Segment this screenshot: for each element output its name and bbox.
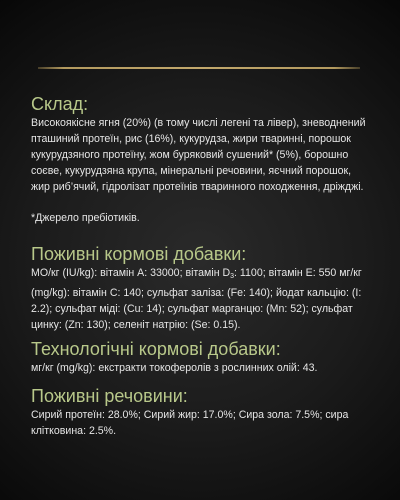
nutrients-heading: Поживні речовини: xyxy=(31,386,188,406)
vitamin-text-start: МО/кг (IU/kg): вітамін A: 33000; вітамін D xyxy=(31,267,231,279)
nutrients-text: Сирий протеїн: 28.0%; Сирий жир: 17.0%; Сира зола: 7.5%; сира клітковина: 2.5%. xyxy=(31,409,349,437)
nutritional-additives-heading: Поживні кормові добавки: xyxy=(31,244,247,264)
ingredients-content xyxy=(31,94,371,439)
technological-additives-heading: Технологічні кормові добавки: xyxy=(31,339,281,359)
nutritional-additives-section xyxy=(31,244,371,333)
technological-additives-text: мг/кг (mg/kg): екстракти токоферолів з рослинних олій: 43. xyxy=(31,362,318,374)
technological-additives-section xyxy=(31,339,371,376)
prebiotic-footnote: *Джерело пребіотиків. xyxy=(31,212,140,224)
vitamin-text-end: : 1100; вітамін E: 550 мг/кг (mg/kg): вітамін C: 140; сульфат заліза: (Fe: 140); йодат кальцію: (I: 2.2); сульфат міді: (Cu: 14); сульфат марганцю: (Mn: 52); сульфат цинку: (Zn: 130); селеніт натрію: (Se: 0.15). xyxy=(31,267,362,331)
composition-section xyxy=(31,94,371,226)
gold-divider-line xyxy=(38,67,360,69)
composition-heading: Склад: xyxy=(31,94,89,114)
vitamin-d-subscript: 3 xyxy=(230,273,235,280)
composition-text: Високоякісне ягня (20%) (в тому числі легені та лівер), зневоднений пташиний протеїн, рис (16%), кукурудза, жири тваринні, порошок кукурудзяного протеїну, жом буряковий сушений* (5%), борошно соєве, кукурудзяна крупа, мінеральні речовини, яєчний порошок, жир риб’ячий, гідролізат протеїнів тваринного походження, дріжджі. xyxy=(31,117,366,193)
nutritional-additives-text xyxy=(31,265,371,333)
nutrients-section xyxy=(31,386,371,439)
